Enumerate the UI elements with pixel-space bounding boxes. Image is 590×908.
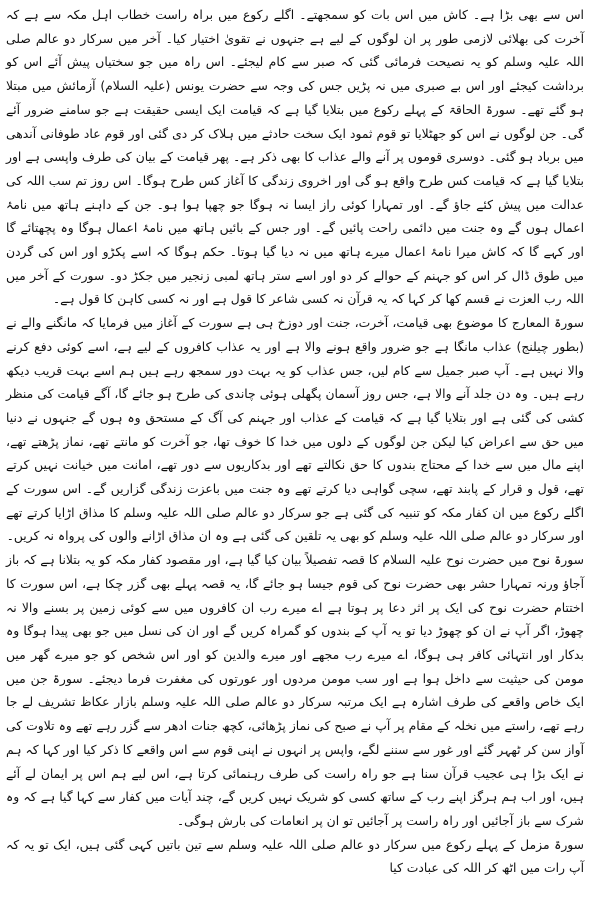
paragraph-al-haqqah: اس سے بھی بڑا ہے۔ کاش میں اس بات کو سمجھتے۔ اگلے رکوع میں براہ راست خطاب اہل مکہ سے ہے کہ آخرت کی بھلائی لازمی طور پر ان لوگوں کے لیے ہے جنہوں نے تقویٰ اختیار کیا۔ آخر میں سرکار دو عالم صلی اللہ علیہ وسلم کو یہ نصیحت فرمائی گئی کہ صبر سے کام لیجئے۔ اس راہ میں جو سختیاں پیش آئے اس کو برداشت کیجئے اور اس بے صبری میں نہ پڑیں جس کی وجہ سے حضرت یونس (علیہ السلام) آزمائش میں مبتلا ہو گئے تھے۔ سورۃ الحاقۃ کے پہلے رکوع میں بتلایا گیا ہے کہ قیامت ایک ایسی حقیقت ہے جو سامنے ضرور آئے گی۔ جن لوگوں نے اس کو جھٹلایا تو قوم ثمود ایک سخت حادثے میں ہلاک کر دی گئی اور قوم عاد طوفانی آندھی میں برباد ہو گئی۔ دوسری قوموں پر آنے والے عذاب کا بھی ذکر ہے۔ پھر قیامت کے بیان کی طرف واپسی ہے اور بتلایا گیا ہے کہ قیامت کس طرح واقع ہو گی اور اخروی زندگی کا آغاز کس طرح ہوگا۔ اس روز تم سب اللہ کی عدالت میں پیش کئے جاؤ گے۔ اور تمہارا کوئی راز ایسا نہ ہوگا جو چھپا ہوا ہو۔ جن کے داہنے ہاتھ میں نامۂ اعمال ہوں گے وہ جنت میں دائمی راحت پائیں گے۔ اور جس کے بائیں ہاتھ میں نامۂ اعمال ہوگا وہ پچھتائے گا اور کہے گا کہ کاش میرا نامۂ اعمال میرے ہاتھ میں نہ دیا گیا ہوتا۔ حکم ہوگا کہ اسے پکڑو اور اس کی گردن میں طوق ڈال کر اس کو جہنم کے حوالے کر دو اور اسے ستر ہاتھ لمبی زنجیر میں جکڑ دو۔ سورت کے آخر میں اللہ رب العزت نے قسم کھا کر کہا کہ یہ قرآن نہ کسی شاعر کا قول ہے اور نہ کسی کاہن کا قول ہے۔ — [6, 8, 584, 307]
paragraph-nuh-and-jinn: سورۃ نوح میں حضرت نوح علیہ السلام کا قصہ تفصیلاً بیان کیا گیا ہے، اور مقصود کفار مکہ کو یہ بتلانا ہے کہ باز آجاؤ ورنہ تمہارا حشر بھی حضرت نوح کی قوم جیسا ہو جائے گا، یہ قصہ پہلے بھی گزر چکا ہے، اس سورت کا اختتام حضرت نوح کی ایک پر اثر دعا پر ہوتا ہے اے میرے رب ان کافروں میں سے کوئی زمین پر بسنے والا نہ چھوڑ، اگر آپ نے ان کو چھوڑ دیا تو یہ آپ کے بندوں کو گمراہ کریں گے اور ان کی نسل میں جو بھی پیدا ہوگا وہ بدکار اور انتہائی کافر ہی ہوگا، اے میرے رب مجھے اور میرے والدین کو اور اس شخص کو جو میرے گھر میں مومن کی حیثیت سے داخل ہوا ہے اور سب مومن مردوں اور عورتوں کی مغفرت فرما دیجئے۔ سورۃ جن میں ایک خاص واقعے کی طرف اشارہ ہے ایک مرتبہ سرکار دو عالم صلی اللہ علیہ وسلم بازار عکاظ تشریف لے جا رہے تھے، راستے میں نخلہ کے مقام پر آپ نے صبح کی نماز پڑھائی، کچھ جنات ادھر سے گزر رہے تھے وہ تلاوت کی آواز سن کر ٹھہر گئے اور غور سے سننے لگے، واپس پر انہوں نے اپنی قوم سے اس واقعے کا ذکر کیا اور کہا کہ ہم نے ایک بڑا ہی عجیب قرآن سنا ہے جو راہ راست کی طرف رہنمائی کرتا ہے، اس لیے ہم اس پر ایمان لے آئے ہیں، اور اب ہم ہرگز اپنے رب کے ساتھ کسی کو شریک نہیں کریں گے، چند آیات میں کفار سے کہا گیا ہے کہ وہ شرک سے باز آجائیں اور راہ راست پر آجائیں تو ان پر انعامات کی بارش ہوگی۔ — [6, 553, 584, 828]
paragraph-al-maarij: سورۃ المعارج کا موضوع بھی قیامت، آخرت، جنت اور دوزخ ہی ہے سورت کے آغاز میں فرمایا کہ مانگنے والے نے (بطور چیلنج) عذاب مانگا ہے جو ضرور واقع ہونے والا ہے اور یہ عذاب کافروں کے لیے ہے، اسے کوئی دفع کرنے والا نہیں ہے۔ آپ صبر جمیل سے کام لیں، جس عذاب کو یہ بہت دور سمجھ رہے ہیں ہم اسے بہت قریب دیکھ رہے ہیں۔ وہ دن جلد آنے والا ہے، جس روز آسمان پگھلی ہوئی چاندی کی طرح ہو جائے گا، آگے قیامت کی منظر کشی کی گئی ہے اور بتلایا گیا ہے کہ قیامت کے عذاب اور جہنم کی آگ کے مستحق وہ ہوں گے جنہوں نے دنیا میں حق سے اعراض کیا لیکن جن لوگوں کے دلوں میں خدا کا خوف تھا، جو آخرت کو مانتے تھے، نماز پڑھتے تھے، اپنے مال میں سے خدا کے محتاج بندوں کا حق نکالتے تھے اور بدکاریوں سے دور تھے، امانت میں خیانت نہیں کرتے تھے، قول و قرار کے پابند تھے، سچی گواہی دیا کرتے تھے وہ جنت میں باعزت زندگی گزاریں گے۔ اس سورت کے اگلے رکوع میں ان کفار مکہ کو تنبیہ کی گئی ہے جو سرکار دو عالم صلی اللہ علیہ وسلم کا مذاق اڑایا کرتے تھے اور سرکار دو عالم صلی اللہ علیہ وسلم کو بھی یہ تلقین کی گئی ہے وہ ان مذاق اڑانے والوں کی پرواہ نہ کریں۔ — [6, 316, 584, 544]
paragraph-al-muzzammil: سورۃ مزمل کے پہلے رکوع میں سرکار دو عالم صلی اللہ علیہ وسلم سے تین باتیں کہی گئی ہیں، ایک تو یہ کہ آپ رات میں اٹھ کر اللہ کی عبادت کیا — [6, 837, 584, 876]
